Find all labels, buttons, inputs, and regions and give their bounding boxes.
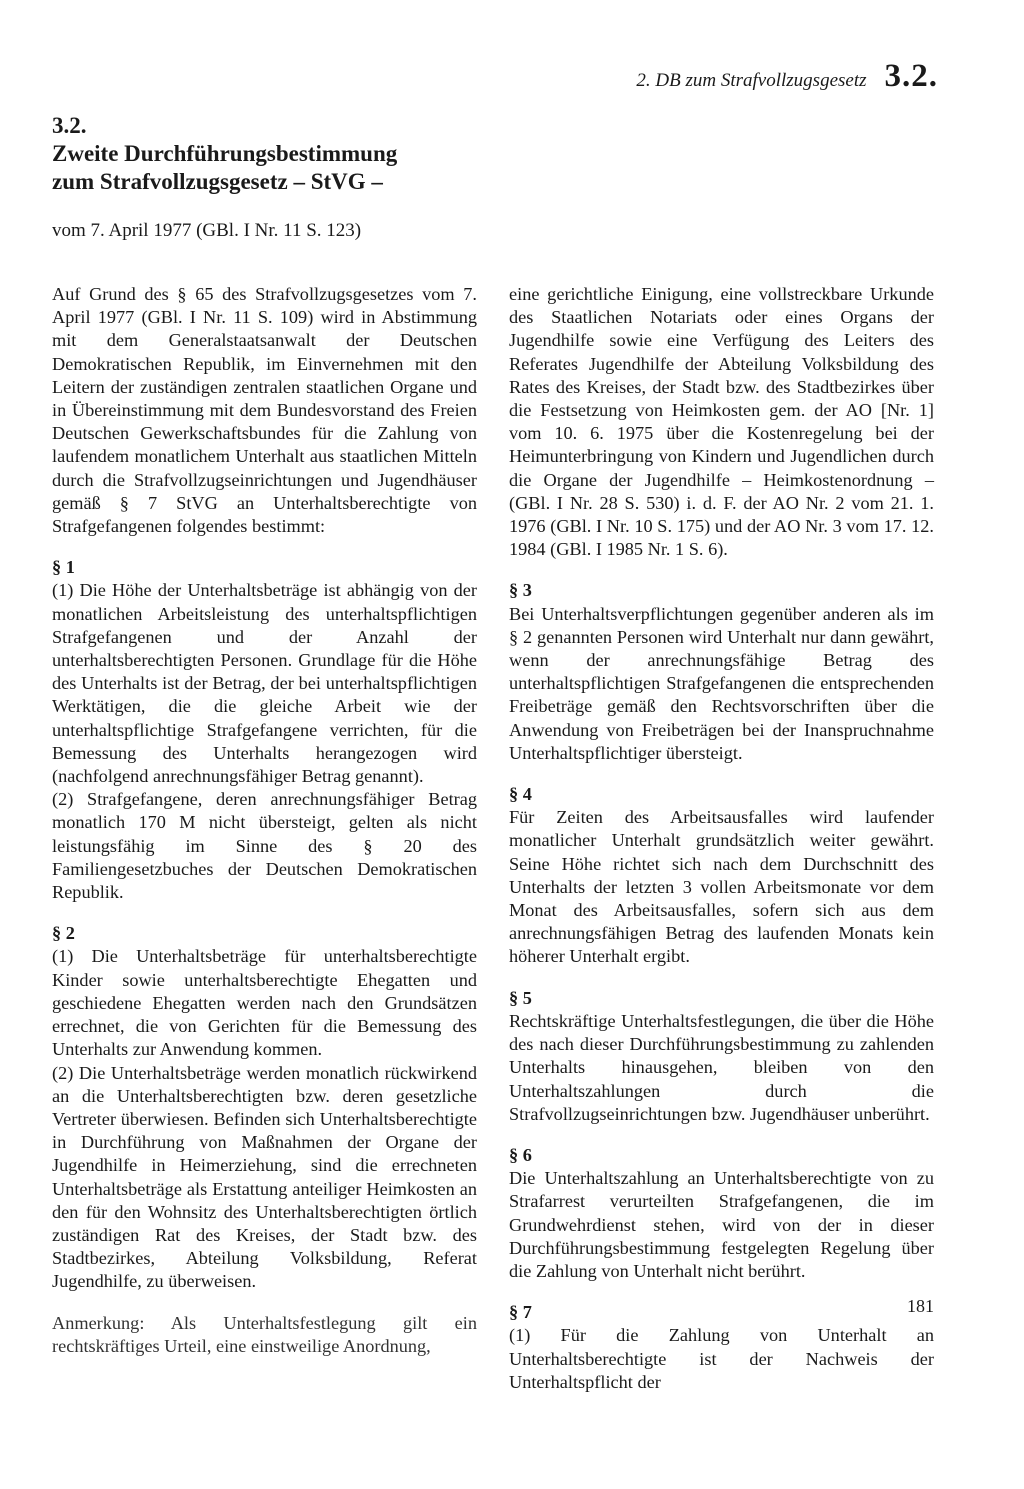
section-4-text: Für Zeiten des Arbeitsausfalles wird laufender monatlicher Unterhalt grundsätzlich weiter gewährt. Seine Höhe richtet sich nach dem Durchschnitt des Unterhalts der letzten 3 vollen Arbeitsmonate vor dem Monat des Arbeitsausfalles, sofern sich aus dem anrechnungsfähigen Betrag des laufenden Monats kein höherer Unterhalt ergibt.	[509, 807, 934, 967]
section-3-heading: § 3	[509, 580, 532, 601]
date-line: vom 7. April 1977 (GBl. I Nr. 11 S. 123)	[52, 220, 362, 241]
section-7-heading: § 7	[509, 1302, 532, 1323]
title-line-1: Zweite Durchführungsbestimmung	[52, 141, 398, 166]
preamble: Auf Grund des § 65 des Strafvollzugsgesetzes vom 7. April 1977 (GBl. I Nr. 11 S. 109) wird in Abstimmung mit dem Generalstaatsanwalt der Deutschen Demokratischen Republik, im Einvernehmen mit den Leitern der zuständigen zentralen staatlichen Organe und in Übereinstimmung mit dem Bundesvorstand des Freien Deutschen Gewerkschaftsbundes für die Zahlung von laufendem monatlichem Unterhalt aus staatlichen Mitteln durch die Strafvollzugseinrichtungen und Jugendhäuser gemäß § 7 StVG an Unterhaltsberechtigte von Strafgefangenen folgendes bestimmt:	[52, 284, 477, 537]
annotation-note: Anmerkung: Als Unterhaltsfestlegung gilt ein rechtskräftiges Urteil, eine einstweilige Anordnung,	[52, 1312, 477, 1356]
section-1-para-2: (2) Strafgefangene, deren anrechnungsfähiger Betrag monatlich 170 M nicht übersteigt, gelten als nicht leistungsfähig im Sinne des § 20 des Familiengesetzbuches der Deutschen Demokratischen Republik.	[52, 789, 477, 903]
section-2-para-2: (2) Die Unterhaltsbeträge werden monatlich rückwirkend an die Unterhaltsberechtigten bzw. deren gesetzliche Vertreter überwiesen. Befinden sich Unterhaltsberechtigte in Durchführung von Maßnahmen der Organe der Jugendhilfe in Heimerziehung, sind die errechneten Unterhaltsbeträge als Erstattung anteiliger Heimkosten an den für den Wohnsitz des Unterhaltsberechtigten örtlich zuständigen Rat des Kreises, der Stadt bzw. des Stadtbezirkes, Abteilung Volksbildung, Referat Jugendhilfe, zu überweisen.	[52, 1062, 477, 1292]
document-heading	[52, 112, 472, 242]
section-2-para-1: (1) Die Unterhaltsbeträge für unterhaltsberechtigte Kinder sowie unterhaltsberechtigte Ehegatten und geschiedene Ehegatten werden nach den Grundsätzen errechnet, die von Gerichten für die Bemessung des Unterhalts zur Anwendung kommen.	[52, 946, 477, 1060]
section-1-heading: § 1	[52, 557, 75, 578]
section-2-heading: § 2	[52, 923, 75, 944]
section-1-para-1: (1) Die Höhe der Unterhaltsbeträge ist abhängig von der monatlichen Arbeitsleistung des unterhaltspflichtigen Strafgefangenen und der Anzahl der unterhaltsberechtigten Personen. Grundlage für die Höhe des Unterhalts ist der Betrag, der bei unterhaltspflichtigen Werktätigen, die die gleiche Arbeit wie der unterhaltspflichtige Strafgefangene verrichten, für die Bemessung des Unterhalts herangezogen wird (nachfolgend anrechnungsfähiger Betrag genannt).	[52, 580, 477, 787]
running-title: 2. DB zum Strafvollzugsgesetz	[636, 70, 867, 91]
running-section-number: 3.2.	[884, 58, 938, 94]
section-4-heading: § 4	[509, 784, 532, 805]
section-7-text: (1) Für die Zahlung von Unterhalt an Unterhaltsberechtigte ist der Nachweis der Unterhaltspflicht der	[509, 1325, 934, 1392]
left-column	[52, 283, 477, 1358]
section-6-heading: § 6	[509, 1144, 532, 1165]
section-3-text: Bei Unterhaltsverpflichtungen gegenüber anderen als im § 2 genannten Personen wird Unterhalt nur dann gewährt, wenn der anrechnungsfähige Betrag des unterhaltspflichtigen Strafgefangenen die entsprechenden Freibeträge gemäß den Rechtsvorschriften über die Anwendung von Freibeträgen bei der Inanspruchnahme Unterhaltspflichtiger übersteigt.	[509, 603, 934, 763]
right-column	[509, 283, 934, 1394]
page-number: 181	[907, 1296, 934, 1316]
section-5-text: Rechtskräftige Unterhaltsfestlegungen, die über die Höhe des nach dieser Durchführungsbestimmung zu zahlenden Unterhalts hinausgehen, bleiben von den Unterhaltszahlungen durch die Strafvollzugseinrichtungen bzw. Jugendhäuser unberührt.	[509, 1010, 934, 1124]
section-5-heading: § 5	[509, 987, 532, 1008]
section-6-text: Die Unterhaltszahlung an Unterhaltsberechtigte von zu Strafarrest verurteilten Strafgefangenen, die im Grundwehrdienst stehen, wird von der in dieser Durchführungsbestimmung festgelegten Regelung über die Zahlung von Unterhalt nicht berührt.	[509, 1168, 934, 1281]
annotation-continuation: eine gerichtliche Einigung, eine vollstreckbare Urkunde des Staatlichen Notariats oder eines Organs der Jugendhilfe sowie eine Verfügung des Leiters des Referates Jugendhilfe der Abteilung Volksbildung des Rates des Kreises, der Stadt bzw. des Stadtbezirkes über die Festsetzung von Heimkosten gem. der AO [Nr. 1] vom 10. 6. 1975 über die Kostenregelung bei der Heimunterbringung von Kindern und Jugendlichen durch die Organe der Jugendhilfe – Heimkostenordnung – (GBl. I Nr. 28 S. 530) i. d. F. der AO Nr. 2 vom 21. 1. 1976 (GBl. I Nr. 10 S. 175) und der AO Nr. 3 vom 17. 12. 1984 (GBl. I 1985 Nr. 1 S. 6).	[509, 284, 934, 560]
title-line-2: zum Strafvollzugsgesetz – StVG –	[52, 169, 383, 194]
running-header	[636, 58, 938, 95]
section-number: 3.2.	[52, 113, 87, 138]
